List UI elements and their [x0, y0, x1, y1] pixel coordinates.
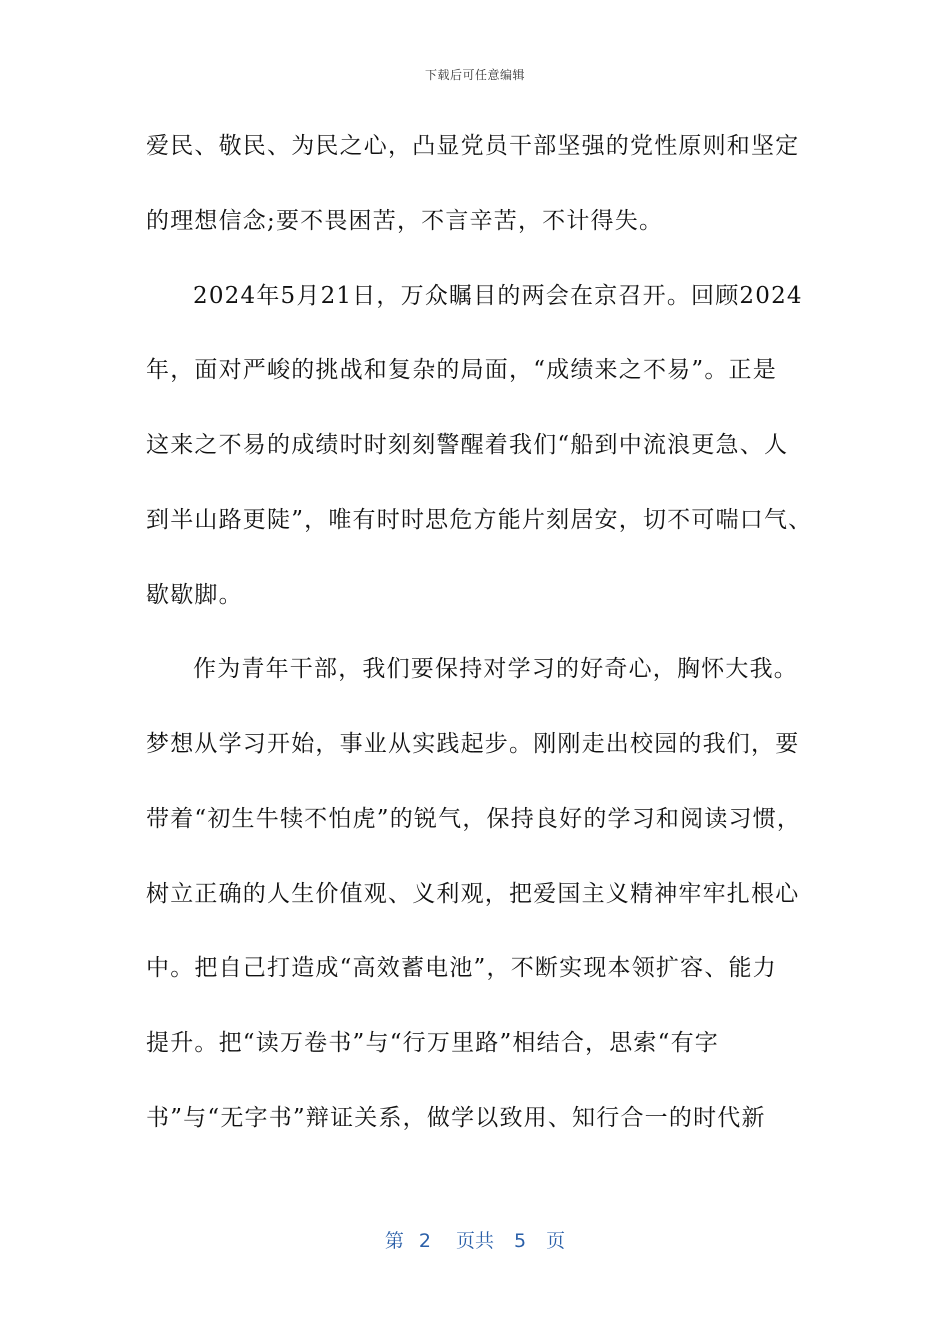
text-line: 到半山路更陡”，唯有时时思危方能片刻居安，切不可喘口气、	[146, 507, 813, 533]
footer-middle: 页共	[455, 1230, 494, 1252]
text-line: 爱民、敬民、为民之心，凸显党员干部坚强的党性原则和坚定	[146, 133, 800, 159]
text-line: 中。把自己打造成“高效蓄电池”，不断实现本领扩容、能力	[146, 955, 777, 981]
text-line: 提升。把“读万卷书”与“行万里路”相结合，思索“有字	[146, 1030, 719, 1056]
text-line: 年，面对严峻的挑战和复杂的局面，“成绩来之不易”。正是	[146, 357, 777, 383]
footer-prefix: 第	[384, 1230, 404, 1252]
text-line: 带着“初生牛犊不怕虎”的锐气，保持良好的学习和阅读习惯，	[146, 806, 802, 832]
page-header: 下载后可任意编辑	[424, 68, 525, 82]
text-line: 书”与“无字书”辩证关系，做学以致用、知行合一的时代新	[146, 1105, 766, 1131]
total-pages-number: 5	[514, 1230, 527, 1252]
text-line: 梦想从学习开始，事业从实践起步。刚刚走出校园的我们，要	[146, 731, 800, 757]
current-page-number: 2	[418, 1230, 431, 1252]
footer-suffix: 页	[546, 1230, 566, 1252]
text-line: 2024年5月21日，万众瞩目的两会在京召开。回顾2024	[193, 283, 803, 309]
text-line: 树立正确的人生价值观、义利观，把爱国主义精神牢牢扎根心	[146, 881, 800, 907]
text-line: 这来之不易的成绩时时刻刻警醒着我们“船到中流浪更急、人	[146, 432, 789, 458]
text-line: 的理想信念;要不畏困苦，不言辛苦，不计得失。	[146, 208, 664, 234]
text-line: 作为青年干部，我们要保持对学习的好奇心，胸怀大我。	[193, 656, 798, 682]
page-footer	[0, 1226, 950, 1253]
text-line: 歇歇脚。	[146, 582, 243, 608]
